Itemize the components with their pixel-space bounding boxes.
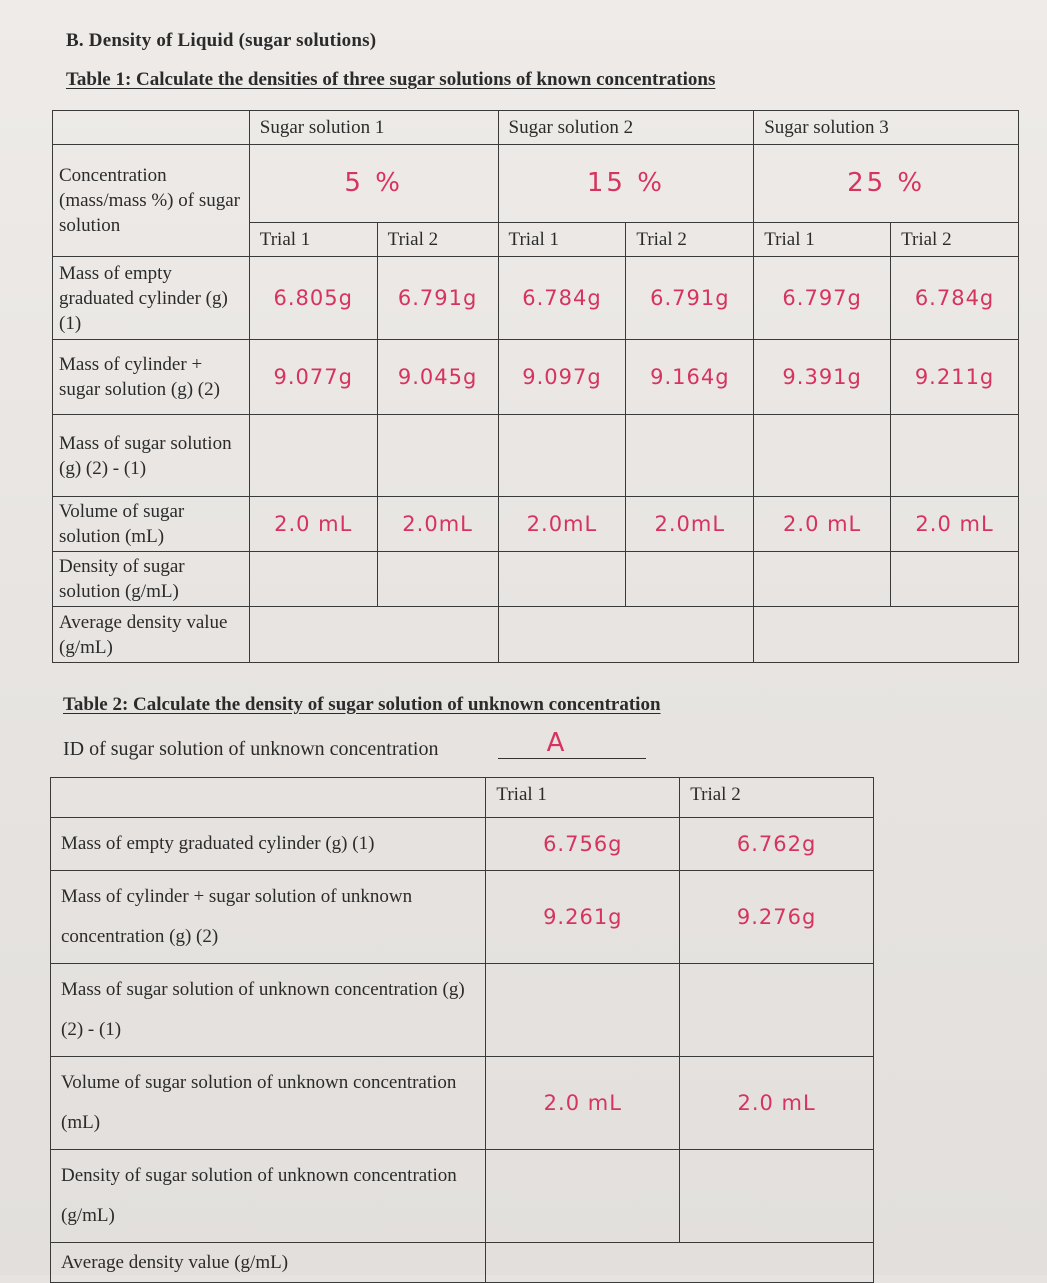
volume-s1-t2: 2.0mL [377, 497, 498, 552]
mass-sugar-s1-t1 [249, 415, 377, 497]
row-label-cylinder-plus-sugar: Mass of cylinder + sugar solution (g) (2) [53, 340, 250, 415]
average-density-s1 [249, 607, 498, 663]
t2-empty-cylinder-t1: 6.756g [486, 818, 680, 871]
average-density-s3 [754, 607, 1019, 663]
table1-title: Table 1: Calculate the densities of three sugar solutions of known concentrations [66, 69, 716, 90]
empty-cylinder-s3-t2: 6.784g [891, 257, 1019, 340]
density-s2-t2 [626, 552, 754, 607]
mass-sugar-s3-t1 [754, 415, 891, 497]
t2-average-density [486, 1243, 874, 1283]
t2-row-label-cylinder-plus-sugar: Mass of cylinder + sugar solution of unknown concentration (g) (2) [51, 871, 486, 964]
t2-row-label-average-density: Average density value (g/mL) [51, 1243, 486, 1283]
mass-sugar-s3-t2 [891, 415, 1019, 497]
unknown-id-blank-line [498, 758, 646, 759]
concentration-label: Concentration (mass/mass %) of sugar solution [53, 145, 250, 257]
t2-row-label-empty-cylinder: Mass of empty graduated cylinder (g) (1) [51, 818, 486, 871]
t2-row-label-density: Density of sugar solution of unknown concentration (g/mL) [51, 1150, 486, 1243]
empty-cylinder-s1-t1: 6.805g [249, 257, 377, 340]
density-s3-t2 [891, 552, 1019, 607]
trial-header-s3-t2: Trial 2 [891, 223, 1019, 257]
empty-cylinder-s1-t2: 6.791g [377, 257, 498, 340]
concentration-solution-1: 5 % [249, 145, 498, 223]
concentration-solution-2: 15 % [498, 145, 754, 223]
mass-sugar-s1-t2 [377, 415, 498, 497]
trial-header-s2-t1: Trial 1 [498, 223, 626, 257]
density-s1-t2 [377, 552, 498, 607]
table2-title: Table 2: Calculate the density of sugar solution of unknown concentration [63, 694, 661, 715]
table2-corner-cell [51, 778, 486, 818]
volume-s1-t1: 2.0 mL [249, 497, 377, 552]
row-label-empty-cylinder: Mass of empty graduated cylinder (g) (1) [53, 257, 250, 340]
trial-header-s2-t2: Trial 2 [626, 223, 754, 257]
table1 [52, 110, 1019, 663]
header-sugar-solution-3: Sugar solution 3 [754, 111, 1019, 145]
unknown-id-value: A [546, 728, 568, 758]
t2-density-t1 [486, 1150, 680, 1243]
row-label-average-density: Average density value (g/mL) [53, 607, 250, 663]
section-title: B. Density of Liquid (sugar solutions) [66, 30, 377, 51]
row-label-mass-sugar: Mass of sugar solution (g) (2) - (1) [53, 415, 250, 497]
density-s1-t1 [249, 552, 377, 607]
density-s2-t1 [498, 552, 626, 607]
t2-volume-t1: 2.0 mL [486, 1057, 680, 1150]
t2-row-label-mass-sugar: Mass of sugar solution of unknown concentration (g) (2) - (1) [51, 964, 486, 1057]
t2-row-label-volume: Volume of sugar solution of unknown concentration (mL) [51, 1057, 486, 1150]
empty-cylinder-s2-t1: 6.784g [498, 257, 626, 340]
t2-mass-sugar-t1 [486, 964, 680, 1057]
t2-mass-sugar-t2 [680, 964, 874, 1057]
trial-header-s1-t1: Trial 1 [249, 223, 377, 257]
t2-cylinder-sugar-t2: 9.276g [680, 871, 874, 964]
table2-trial2-header: Trial 2 [680, 778, 874, 818]
density-s3-t1 [754, 552, 891, 607]
table2-trial1-header: Trial 1 [486, 778, 680, 818]
average-density-s2 [498, 607, 754, 663]
t2-empty-cylinder-t2: 6.762g [680, 818, 874, 871]
concentration-solution-3: 25 % [754, 145, 1019, 223]
volume-s3-t1: 2.0 mL [754, 497, 891, 552]
cylinder-sugar-s1-t2: 9.045g [377, 340, 498, 415]
trial-header-s3-t1: Trial 1 [754, 223, 891, 257]
empty-cylinder-s2-t2: 6.791g [626, 257, 754, 340]
t2-cylinder-sugar-t1: 9.261g [486, 871, 680, 964]
row-label-volume: Volume of sugar solution (mL) [53, 497, 250, 552]
volume-s3-t2: 2.0 mL [891, 497, 1019, 552]
mass-sugar-s2-t2 [626, 415, 754, 497]
cylinder-sugar-s3-t1: 9.391g [754, 340, 891, 415]
table2 [50, 777, 874, 1283]
trial-header-s1-t2: Trial 2 [377, 223, 498, 257]
header-sugar-solution-2: Sugar solution 2 [498, 111, 754, 145]
row-label-density: Density of sugar solution (g/mL) [53, 552, 250, 607]
volume-s2-t1: 2.0mL [498, 497, 626, 552]
t2-volume-t2: 2.0 mL [680, 1057, 874, 1150]
cylinder-sugar-s2-t1: 9.097g [498, 340, 626, 415]
unknown-id-label: ID of sugar solution of unknown concentration [63, 738, 439, 760]
t2-density-t2 [680, 1150, 874, 1243]
volume-s2-t2: 2.0mL [626, 497, 754, 552]
cylinder-sugar-s1-t1: 9.077g [249, 340, 377, 415]
cylinder-sugar-s2-t2: 9.164g [626, 340, 754, 415]
header-sugar-solution-1: Sugar solution 1 [249, 111, 498, 145]
cylinder-sugar-s3-t2: 9.211g [891, 340, 1019, 415]
table1-corner-cell [53, 111, 250, 145]
mass-sugar-s2-t1 [498, 415, 626, 497]
empty-cylinder-s3-t1: 6.797g [754, 257, 891, 340]
